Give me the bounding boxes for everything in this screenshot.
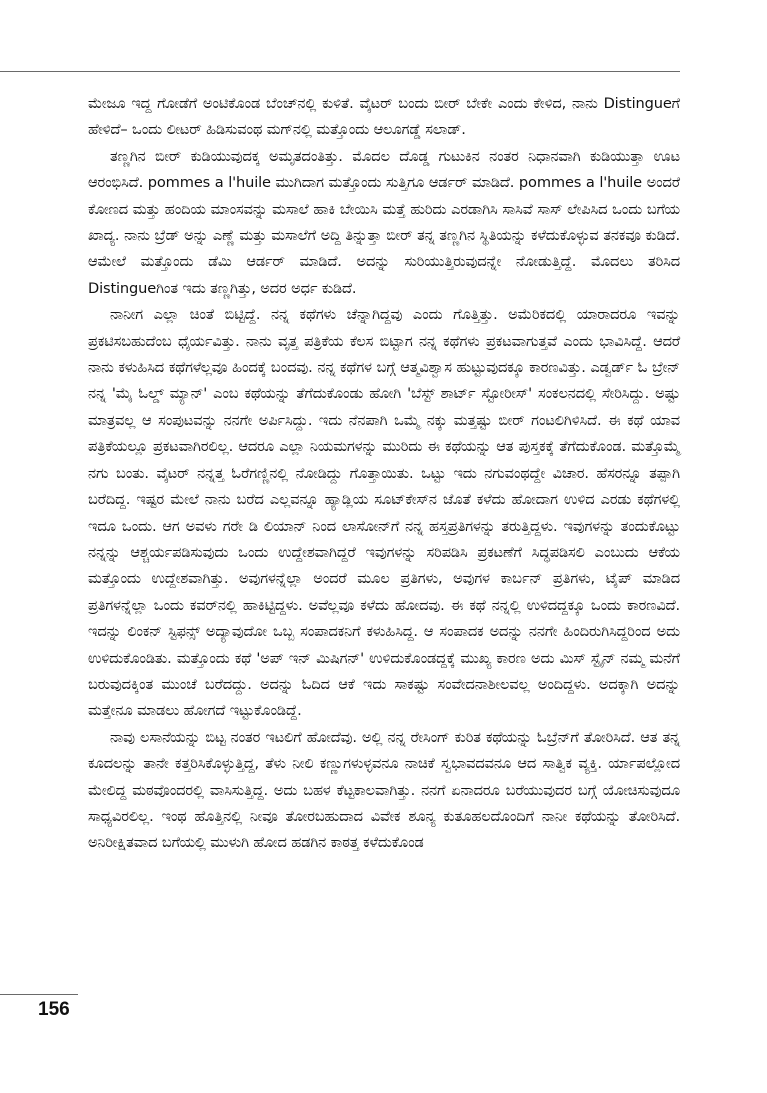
header-rule (0, 71, 680, 72)
paragraph: ನಾನೀಗ ಎಲ್ಲಾ ಚಿಂತೆ ಬಿಟ್ಟಿದ್ದೆ. ನನ್ನ ಕಥೆಗಳು ಚೆನ್ನಾಗಿದ್ದವು ಎಂದು ಗೊತ್ತಿತ್ತು. ಅಮೆರಿಕದಲ್ಲಿ ಯಾರಾದರೂ ಇವನ್ನು ಪ್ರಕಟಿಸಬಹುದೆಂಬ ಧೈರ್ಯವಿತ್ತು. ನಾನು ವೃತ್ತ ಪತ್ರಿಕೆಯ ಕೆಲಸ ಬಿಟ್ಟಾಗ ನನ್ನ ಕಥೆಗಳು ಪ್ರಕಟವಾಗುತ್ತವೆ ಎಂದು ಭಾವಿಸಿದ್ದೆ. ಆದರೆ ನಾನು ಕಳುಹಿಸಿದ ಕಥೆಗಳೆಲ್ಲವೂ ಹಿಂದಕ್ಕೆ ಬಂದವು. ನನ್ನ ಕಥೆಗಳ ಬಗ್ಗೆ ಆತ್ಮವಿಶ್ವಾಸ ಹುಟ್ಟುವುದಕ್ಕೂ ಕಾರಣವಿತ್ತು. ಎಡ್ವರ್ಡ್ ಓ ಬ್ರೇನ್ ನನ್ನ 'ಮೈ ಓಲ್ಡ್ ಮ್ಯಾನ್' ಎಂಬ ಕಥೆಯನ್ನು ತೆಗೆದುಕೊಂಡು ಹೋಗಿ 'ಬೆಸ್ಟ್ ಶಾರ್ಟ್ ಸ್ಟೋರೀಸ್' ಸಂಕಲನದಲ್ಲಿ ಸೇರಿಸಿದ್ದು. ಅಷ್ಟು ಮಾತ್ರವಲ್ಲ ಆ ಸಂಪುಟವನ್ನು ನನಗೇ ಅರ್ಪಿಸಿದ್ದು. ಇದು ನೆನಪಾಗಿ ಒಮ್ಮೆ ನಕ್ಕು ಮತ್ತಷ್ಟು ಬೀರ್ ಗಂಟಲಿಗಿಳಿಸಿದೆ. ಈ ಕಥೆ ಯಾವ ಪತ್ರಿಕೆಯಲ್ಲೂ ಪ್ರಕಟವಾಗಿರಲಿಲ್ಲ. ಆದರೂ ಎಲ್ಲಾ ನಿಯಮಗಳನ್ನು ಮುರಿದು ಈ ಕಥೆಯನ್ನು ಆತ ಪುಸ್ತಕಕ್ಕೆ ತೆಗೆದುಕೊಂಡ. ಮತ್ತೊಮ್ಮೆ ನಗು ಬಂತು. ವೈಟರ್ ನನ್ನತ್ತ ಓರೆಗಣ್ಣಿನಲ್ಲಿ ನೋಡಿದ್ದು ಗೊತ್ತಾಯಿತು. ಒಟ್ಟು ಇದು ನಗುವಂಥದ್ದೇ ವಿಚಾರ. ಹೆಸರನ್ನೂ ತಪ್ಪಾಗಿ ಬರೆದಿದ್ದ. ಇಷ್ಟರ ಮೇಲೆ ನಾನು ಬರೆದ ಎಲ್ಲವನ್ನೂ ಹ್ಯಾಡ್ಲಿಯ ಸೂಟ್‌ಕೇಸ್‌ನ ಜೊತೆ ಕಳೆದು ಹೋದಾಗ ಉಳಿದ ಎರಡು ಕಥೆಗಳಲ್ಲಿ ಇದೂ ಒಂದು. ಆಗ ಅವಳು ಗರೇ ಡಿ ಲಿಯಾನ್ ನಿಂದ ಲಾಸೋನ್‌ಗೆ ನನ್ನ ಹಸ್ತಪ್ರತಿಗಳನ್ನು ತರುತ್ತಿದ್ದಳು. ಇವುಗಳನ್ನು ತಂದುಕೊಟ್ಟು ನನ್ನನ್ನು ಆಶ್ಚರ್ಯಪಡಿಸುವುದು ಒಂದು ಉದ್ದೇಶವಾಗಿದ್ದರೆ ಇವುಗಳನ್ನು ಸರಿಪಡಿಸಿ ಪ್ರಕಟಣೆಗೆ ಸಿದ್ಧಪಡಿಸಲಿ ಎಂಬುದು ಆಕೆಯ ಮತ್ತೊಂದು ಉದ್ದೇಶವಾಗಿತ್ತು. ಅವುಗಳನ್ನೆಲ್ಲಾ ಅಂದರೆ ಮೂಲ ಪ್ರತಿಗಳು, ಅವುಗಳ ಕಾರ್ಬನ್ ಪ್ರತಿಗಳು, ಟೈಪ್ ಮಾಡಿದ ಪ್ರತಿಗಳನ್ನೆಲ್ಲಾ ಒಂದು ಕವರ್‌ನಲ್ಲಿ ಹಾಕಿಟ್ಟಿದ್ದಳು. ಅವೆಲ್ಲವೂ ಕಳೆದು ಹೋದವು. ಈ ಕಥೆ ನನ್ನಲ್ಲಿ ಉಳಿದದ್ದಕ್ಕೂ ಒಂದು ಕಾರಣವಿದೆ. ಇದನ್ನು ಲಿಂಕನ್ ಸ್ಟಿಫನ್ಸ್ ಅದ್ಯಾವುದೋ ಒಬ್ಬ ಸಂಪಾದಕನಿಗೆ ಕಳುಹಿಸಿದ್ದ. ಆ ಸಂಪಾದಕ ಅದನ್ನು ನನಗೇ ಹಿಂದಿರುಗಿಸಿದ್ದರಿಂದ ಅದು ಉಳಿದುಕೊಂಡಿತು. ಮತ್ತೊಂದು ಕಥೆ 'ಅಪ್ ಇನ್ ಮಿಷಿಗನ್' ಉಳಿದುಕೊಂಡದ್ದಕ್ಕೆ ಮುಖ್ಯ ಕಾರಣ ಅದು ಮಿಸ್ ಸ್ಟೈನ್ ನಮ್ಮ ಮನೆಗೆ ಬರುವುದಕ್ಕಿಂತ ಮುಂಚೆ ಬರೆದದ್ದು. ಅದನ್ನು ಓದಿದ ಆಕೆ ಇದು ಸಾಕಷ್ಟು ಸಂವೇದನಾಶೀಲವಲ್ಲ ಅಂದಿದ್ದಳು. ಅದಕ್ಕಾಗಿ ಅದನ್ನು ಮತ್ತೇನೂ ಮಾಡಲು ಹೋಗದೆ ಇಟ್ಟುಕೊಂಡಿದ್ದೆ. (88, 306, 680, 720)
page-number-rule (0, 994, 78, 995)
page-number: 156 (38, 999, 70, 1020)
body-text (88, 91, 680, 857)
paragraph: ನಾವು ಲಸಾನೆಯನ್ನು ಬಿಟ್ಟ ನಂತರ ಇಟಲಿಗೆ ಹೋದೆವು. ಅಲ್ಲಿ ನನ್ನ ರೇಸಿಂಗ್ ಕುರಿತ ಕಥೆಯನ್ನು ಓಬ್ರೆನ್‌ಗೆ ತೋರಿಸಿದೆ. ಆತ ತನ್ನ ಕೂದಲನ್ನು ತಾನೇ ಕತ್ತರಿಸಿಕೊಳ್ಳುತ್ತಿದ್ದ, ತೆಳು ನೀಲಿ ಕಣ್ಣುಗಳುಳ್ಳವನೂ ನಾಚಿಕೆ ಸ್ವಭಾವದವನೂ ಆದ ಸಾತ್ವಿಕ ವ್ಯಕ್ತಿ. ರ್ಯಾಪಲ್ಲೋದ ಮೇಲಿದ್ದ ಮಠವೊಂದರಲ್ಲಿ ವಾಸಿಸುತ್ತಿದ್ದ. ಅದು ಬಹಳ ಕೆಟ್ಟಕಾಲವಾಗಿತ್ತು. ನನಗೆ ಏನಾದರೂ ಬರೆಯುವುದರ ಬಗ್ಗೆ ಯೋಚಿಸುವುದೂ ಸಾಧ್ಯವಿರಲಿಲ್ಲ. ಇಂಥ ಹೊತ್ತಿನಲ್ಲಿ ನೀವೂ ತೋರಬಹುದಾದ ವಿವೇಕ ಶೂನ್ಯ ಕುತೂಹಲದೊಂದಿಗೆ ನಾನೀ ಕಥೆಯನ್ನು ತೋರಿಸಿದೆ. ಅನಿರೀಕ್ಷಿತವಾದ ಬಗೆಯಲ್ಲಿ ಮುಳುಗಿ ಹೋದ ಹಡಗಿನ ಕಾಠತ್ತ ಕಳೆದುಕೊಂಡ (88, 728, 680, 852)
paragraph: ತಣ್ಣಗಿನ ಬೀರ್ ಕುಡಿಯುವುದಕ್ಕ ಅಮೃತದಂತಿತ್ತು. ಮೊದಲ ದೊಡ್ಡ ಗುಟುಕಿನ ನಂತರ ನಿಧಾನವಾಗಿ ಕುಡಿಯುತ್ತಾ ಊಟ ಆರಂಭಿಸಿದೆ. pommes a l'huile ಮುಗಿದಾಗ ಮತ್ತೊಂದು ಸುತ್ತಿಗೂ ಆರ್ಡರ್ ಮಾಡಿದೆ. pommes a l'huile ಅಂದರೆ ಕೋಣದ ಮತ್ತು ಹಂದಿಯ ಮಾಂಸವನ್ನು ಮಸಾಲೆ ಹಾಕಿ ಬೇಯಿಸಿ ಮತ್ತೆ ಹುರಿದು ಎರಡಾಗಿಸಿ ಸಾಸಿವೆ ಸಾಸ್ ಲೇಪಿಸಿದ ಒಂದು ಬಗೆಯ ಖಾದ್ಯ. ನಾನು ಬ್ರೆಡ್ ಅನ್ನು ಎಣ್ಣೆ ಮತ್ತು ಮಸಾಲೆಗೆ ಅದ್ದಿ ತಿನ್ನುತ್ತಾ ಬೀರ್ ತನ್ನ ತಣ್ಣಗಿನ ಸ್ಥಿತಿಯನ್ನು ಕಳೆದುಕೊಳ್ಳುವ ತನಕವೂ ಕುಡಿದೆ. ಆಮೇಲೆ ಮತ್ತೊಂದು ಡೆಮಿ ಆರ್ಡರ್ ಮಾಡಿದೆ. ಅದನ್ನು ಸುರಿಯುತ್ತಿರುವುದನ್ನೇ ನೋಡುತ್ತಿದ್ದೆ. ಮೊದಲು ತರಿಸಿದ Distingueಗಿಂತ ಇದು ತಣ್ಣಗಿತ್ತು, ಅದರ ಅರ್ಧ ಕುಡಿದೆ. (88, 147, 680, 297)
paragraph: ಮೇಜೂ ಇದ್ದ ಗೋಡೆಗೆ ಅಂಟಿಕೊಂಡ ಬೆಂಚ್‌ನಲ್ಲಿ ಕುಳಿತೆ. ವೈಟರ್ ಬಂದು ಬೀರ್ ಬೇಕೇ ಎಂದು ಕೇಳಿದ, ನಾನು Distingueಗೆ ಹೇಳಿದೆ– ಒಂದು ಲೀಟರ್ ಹಿಡಿಸುವಂಥ ಮಗ್‌ನಲ್ಲಿ ಮತ್ತೊಂದು ಆಲೂಗಡ್ಡೆ ಸಲಾಡ್. (88, 95, 680, 139)
